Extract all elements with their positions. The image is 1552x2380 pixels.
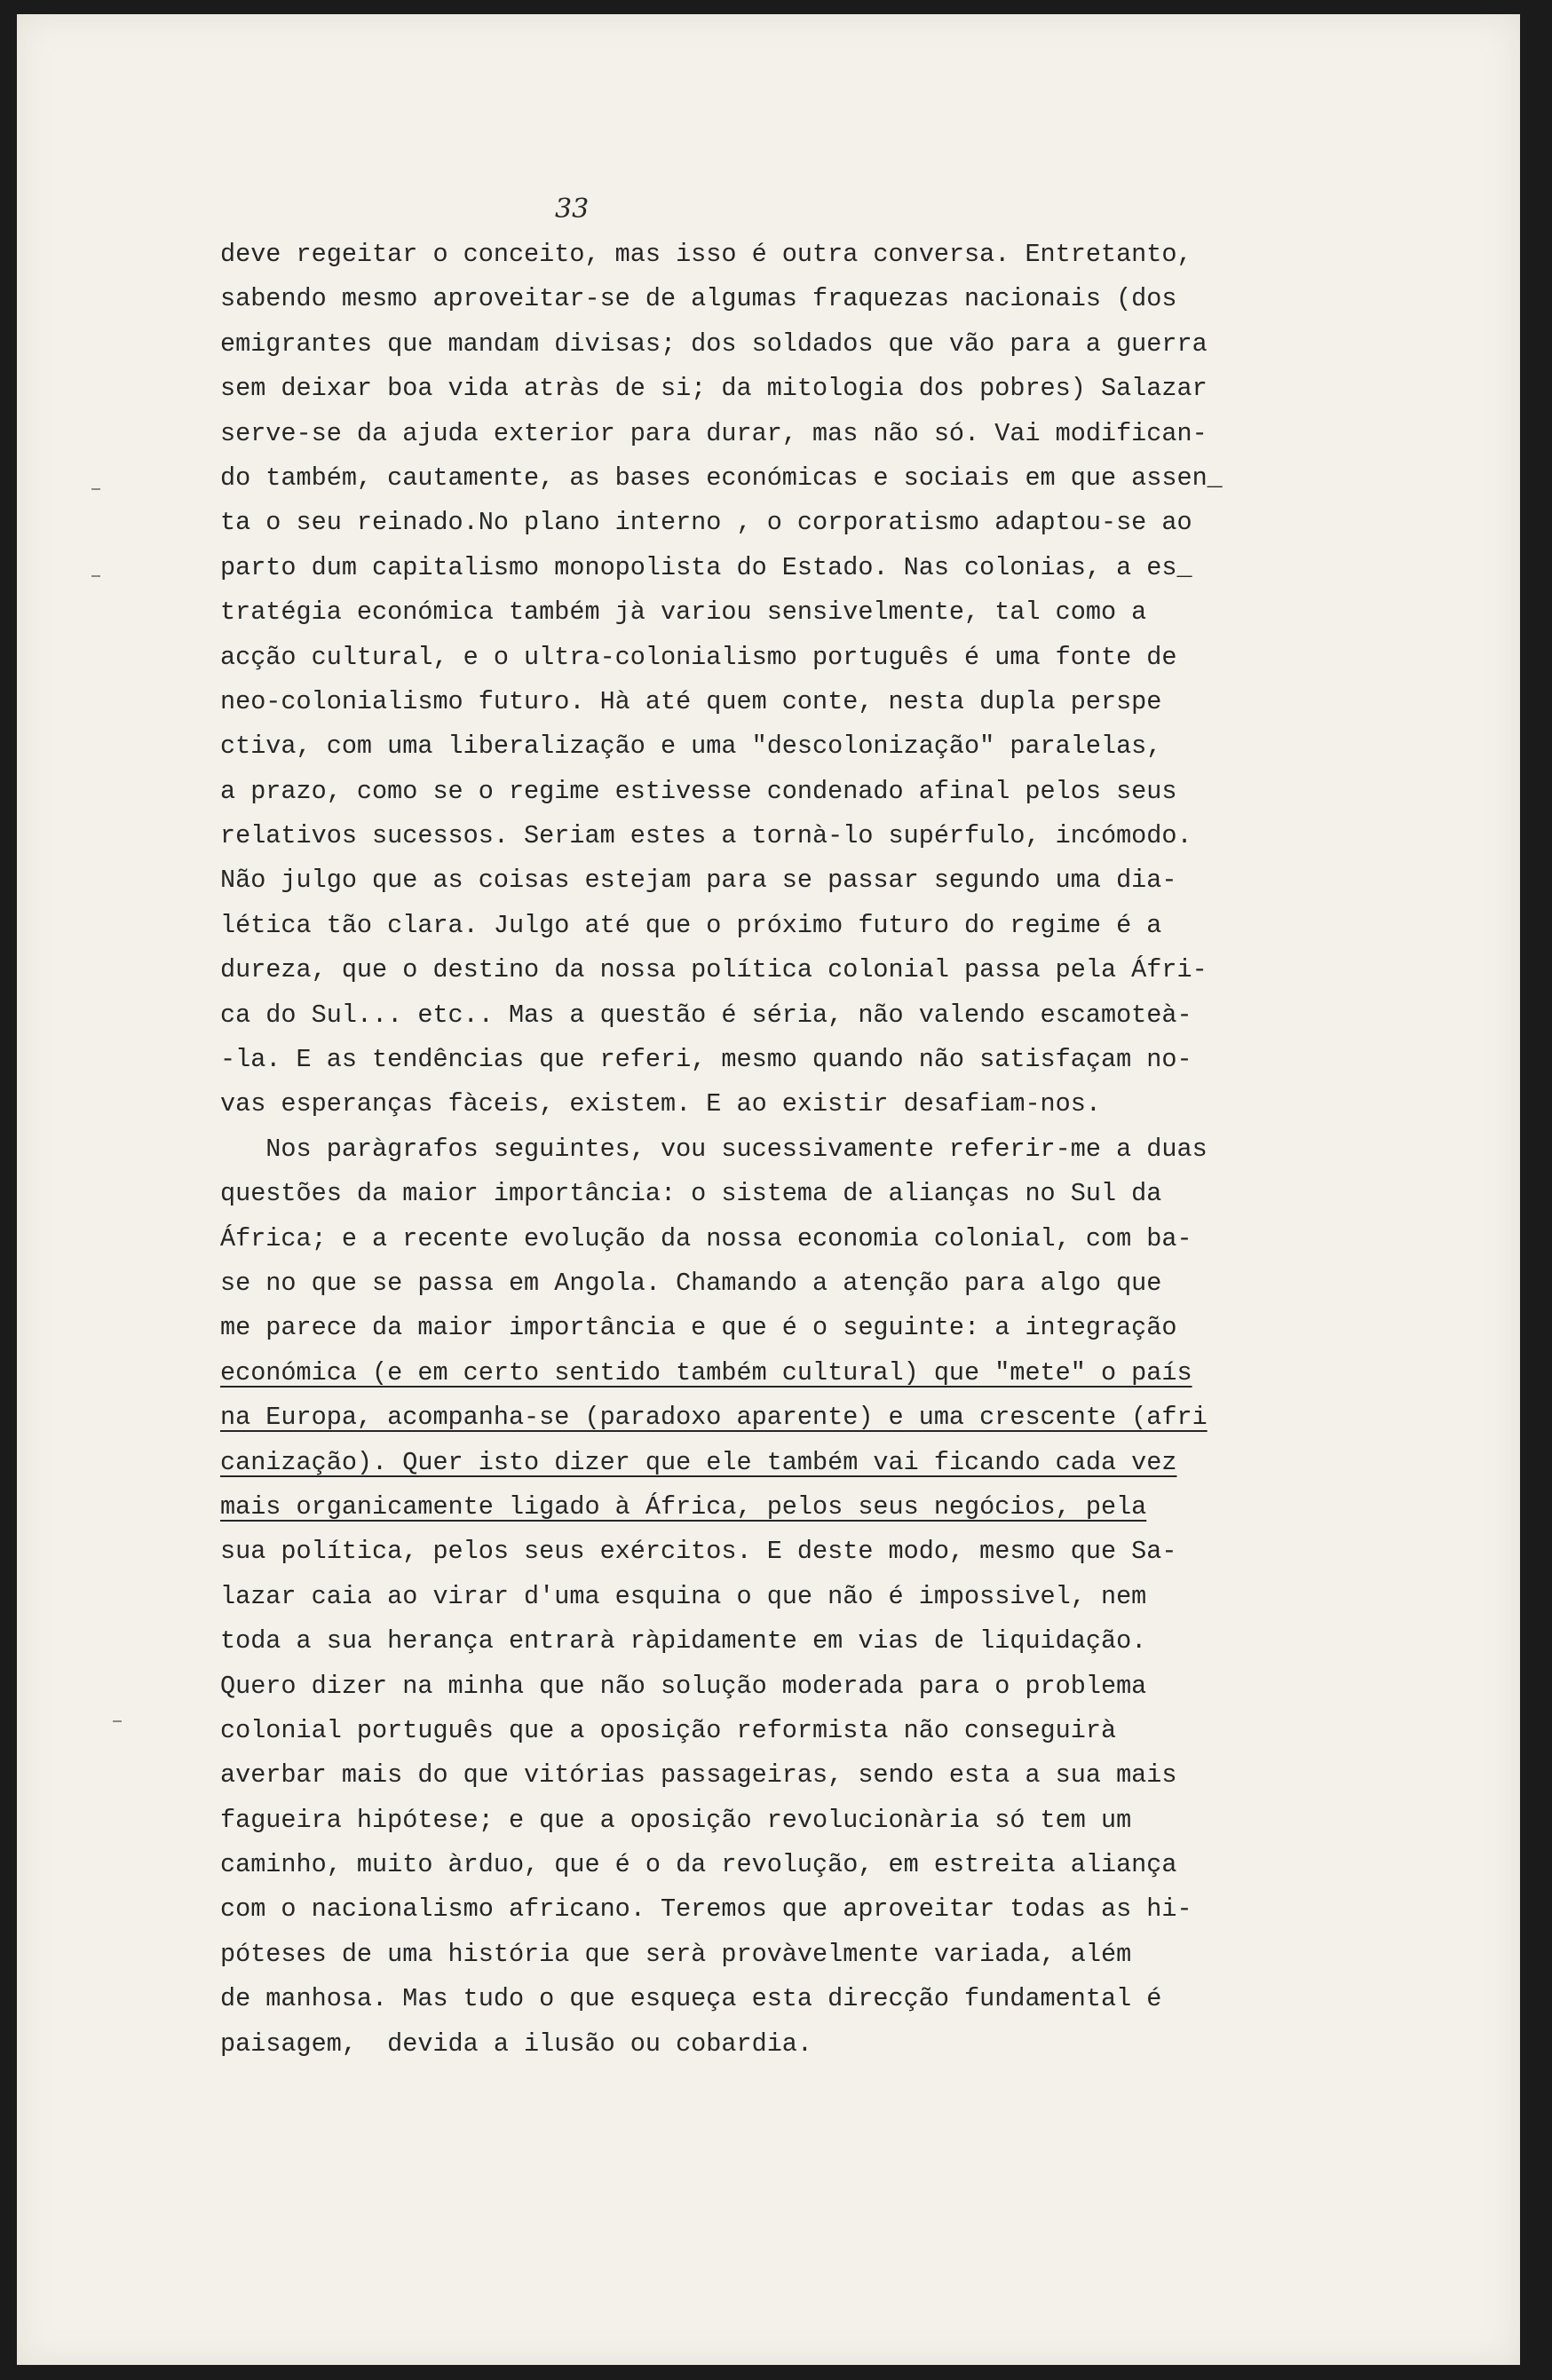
text-line: dureza, que o destino da nossa política colonial passa pela Áfri- <box>220 955 1208 985</box>
margin-mark <box>91 575 100 577</box>
text-line: parto dum capitalismo monopolista do Estado. Nas colonias, a es_ <box>220 552 1192 582</box>
text-line: mais organicamente ligado à África, pelos seus negócios, pela <box>220 1491 1147 1522</box>
text-line: ctiva, com uma liberalização e uma "descolonização" paralelas, <box>220 731 1162 762</box>
text-line: África; e a recente evolução da nossa economia colonial, com ba- <box>220 1223 1192 1253</box>
page-number: 33 <box>555 194 590 225</box>
text-line: lazar caia ao virar d'uma esquina o que não é impossivel, nem <box>220 1581 1147 1611</box>
text-line: ta o seu reinado.No plano interno , o corporatismo adaptou-se ao <box>220 508 1192 538</box>
text-line: económica (e em certo sentido também cultural) que "mete" o país <box>220 1357 1192 1388</box>
text-line: com o nacionalismo africano. Teremos que aproveitar todas as hi- <box>220 1894 1192 1925</box>
text-line: póteses de uma história que serà provàvelmente variada, além <box>220 1939 1132 1969</box>
text-line: questões da maior importância: o sistema de alianças no Sul da <box>220 1179 1162 1209</box>
text-line: na Europa, acompanha-se (paradoxo aparente) e uma crescente (afri <box>220 1403 1208 1433</box>
text-line: Nos paràgrafos seguintes, vou sucessivamente referir-me a duas <box>220 1134 1208 1164</box>
text-line: sabendo mesmo aproveitar-se de algumas fraquezas nacionais (dos <box>220 284 1177 314</box>
text-line: ca do Sul... etc.. Mas a questão é séria, não valendo escamoteà- <box>220 1000 1192 1030</box>
text-line: Não julgo que as coisas estejam para se passar segundo uma dia- <box>220 866 1177 896</box>
text-line: sua política, pelos seus exércitos. E deste modo, mesmo que Sa- <box>220 1537 1177 1567</box>
text-line: neo-colonialismo futuro. Hà até quem conte, nesta dupla perspe <box>220 686 1162 716</box>
text-line: serve-se da ajuda exterior para durar, mas não só. Vai modifican- <box>220 418 1208 448</box>
text-line: toda a sua herança entrarà ràpidamente em vias de liquidação. <box>220 1626 1147 1657</box>
text-line: fagueira hipótese; e que a oposição revolucionària só tem um <box>220 1805 1132 1835</box>
text-line: canização). Quer isto dizer que ele também vai ficando cada vez <box>220 1447 1177 1477</box>
text-line: sem deixar boa vida atràs de si; da mitologia dos pobres) Salazar <box>220 374 1208 404</box>
text-line: acção cultural, e o ultra-colonialismo português é uma fonte de <box>220 642 1177 672</box>
text-line: emigrantes que mandam divisas; dos soldados que vão para a guerra <box>220 328 1208 359</box>
margin-mark <box>113 1720 122 1722</box>
text-line: me parece da maior importância e que é o seguinte: a integração <box>220 1313 1177 1343</box>
text-line: relativos sucessos. Seriam estes a tornà-lo supérfulo, incómodo. <box>220 821 1192 851</box>
text-line: caminho, muito àrduo, que é o da revolução, em estreita aliança <box>220 1850 1177 1880</box>
text-line: se no que se passa em Angola. Chamando a atenção para algo que <box>220 1268 1162 1298</box>
text-line: de manhosa. Mas tudo o que esqueça esta direcção fundamental é <box>220 1984 1162 2014</box>
text-line: Quero dizer na minha que não solução moderada para o problema <box>220 1671 1147 1701</box>
text-line: averbar mais do que vitórias passageiras, sendo esta a sua mais <box>220 1760 1177 1791</box>
text-line: colonial português que a oposição reformista não conseguirà <box>220 1715 1117 1745</box>
text-line: a prazo, como se o regime estivesse condenado afinal pelos seus <box>220 776 1177 806</box>
margin-mark <box>91 488 100 490</box>
text-line: paisagem, devida a ilusão ou cobardia. <box>220 2028 813 2059</box>
text-line: vas esperanças fàceis, existem. E ao existir desafiam-nos. <box>220 1089 1101 1119</box>
document-body <box>220 233 1445 2067</box>
text-line: lética tão clara. Julgo até que o próximo futuro do regime é a <box>220 910 1162 940</box>
text-line: -la. E as tendências que referi, mesmo quando não satisfaçam no- <box>220 1045 1192 1075</box>
text-line: do também, cautamente, as bases económicas e sociais em que assen_ <box>220 463 1223 493</box>
text-line: tratégia económica também jà variou sensivelmente, tal como a <box>220 597 1147 628</box>
text-line: deve regeitar o conceito, mas isso é outra conversa. Entretanto, <box>220 240 1192 269</box>
